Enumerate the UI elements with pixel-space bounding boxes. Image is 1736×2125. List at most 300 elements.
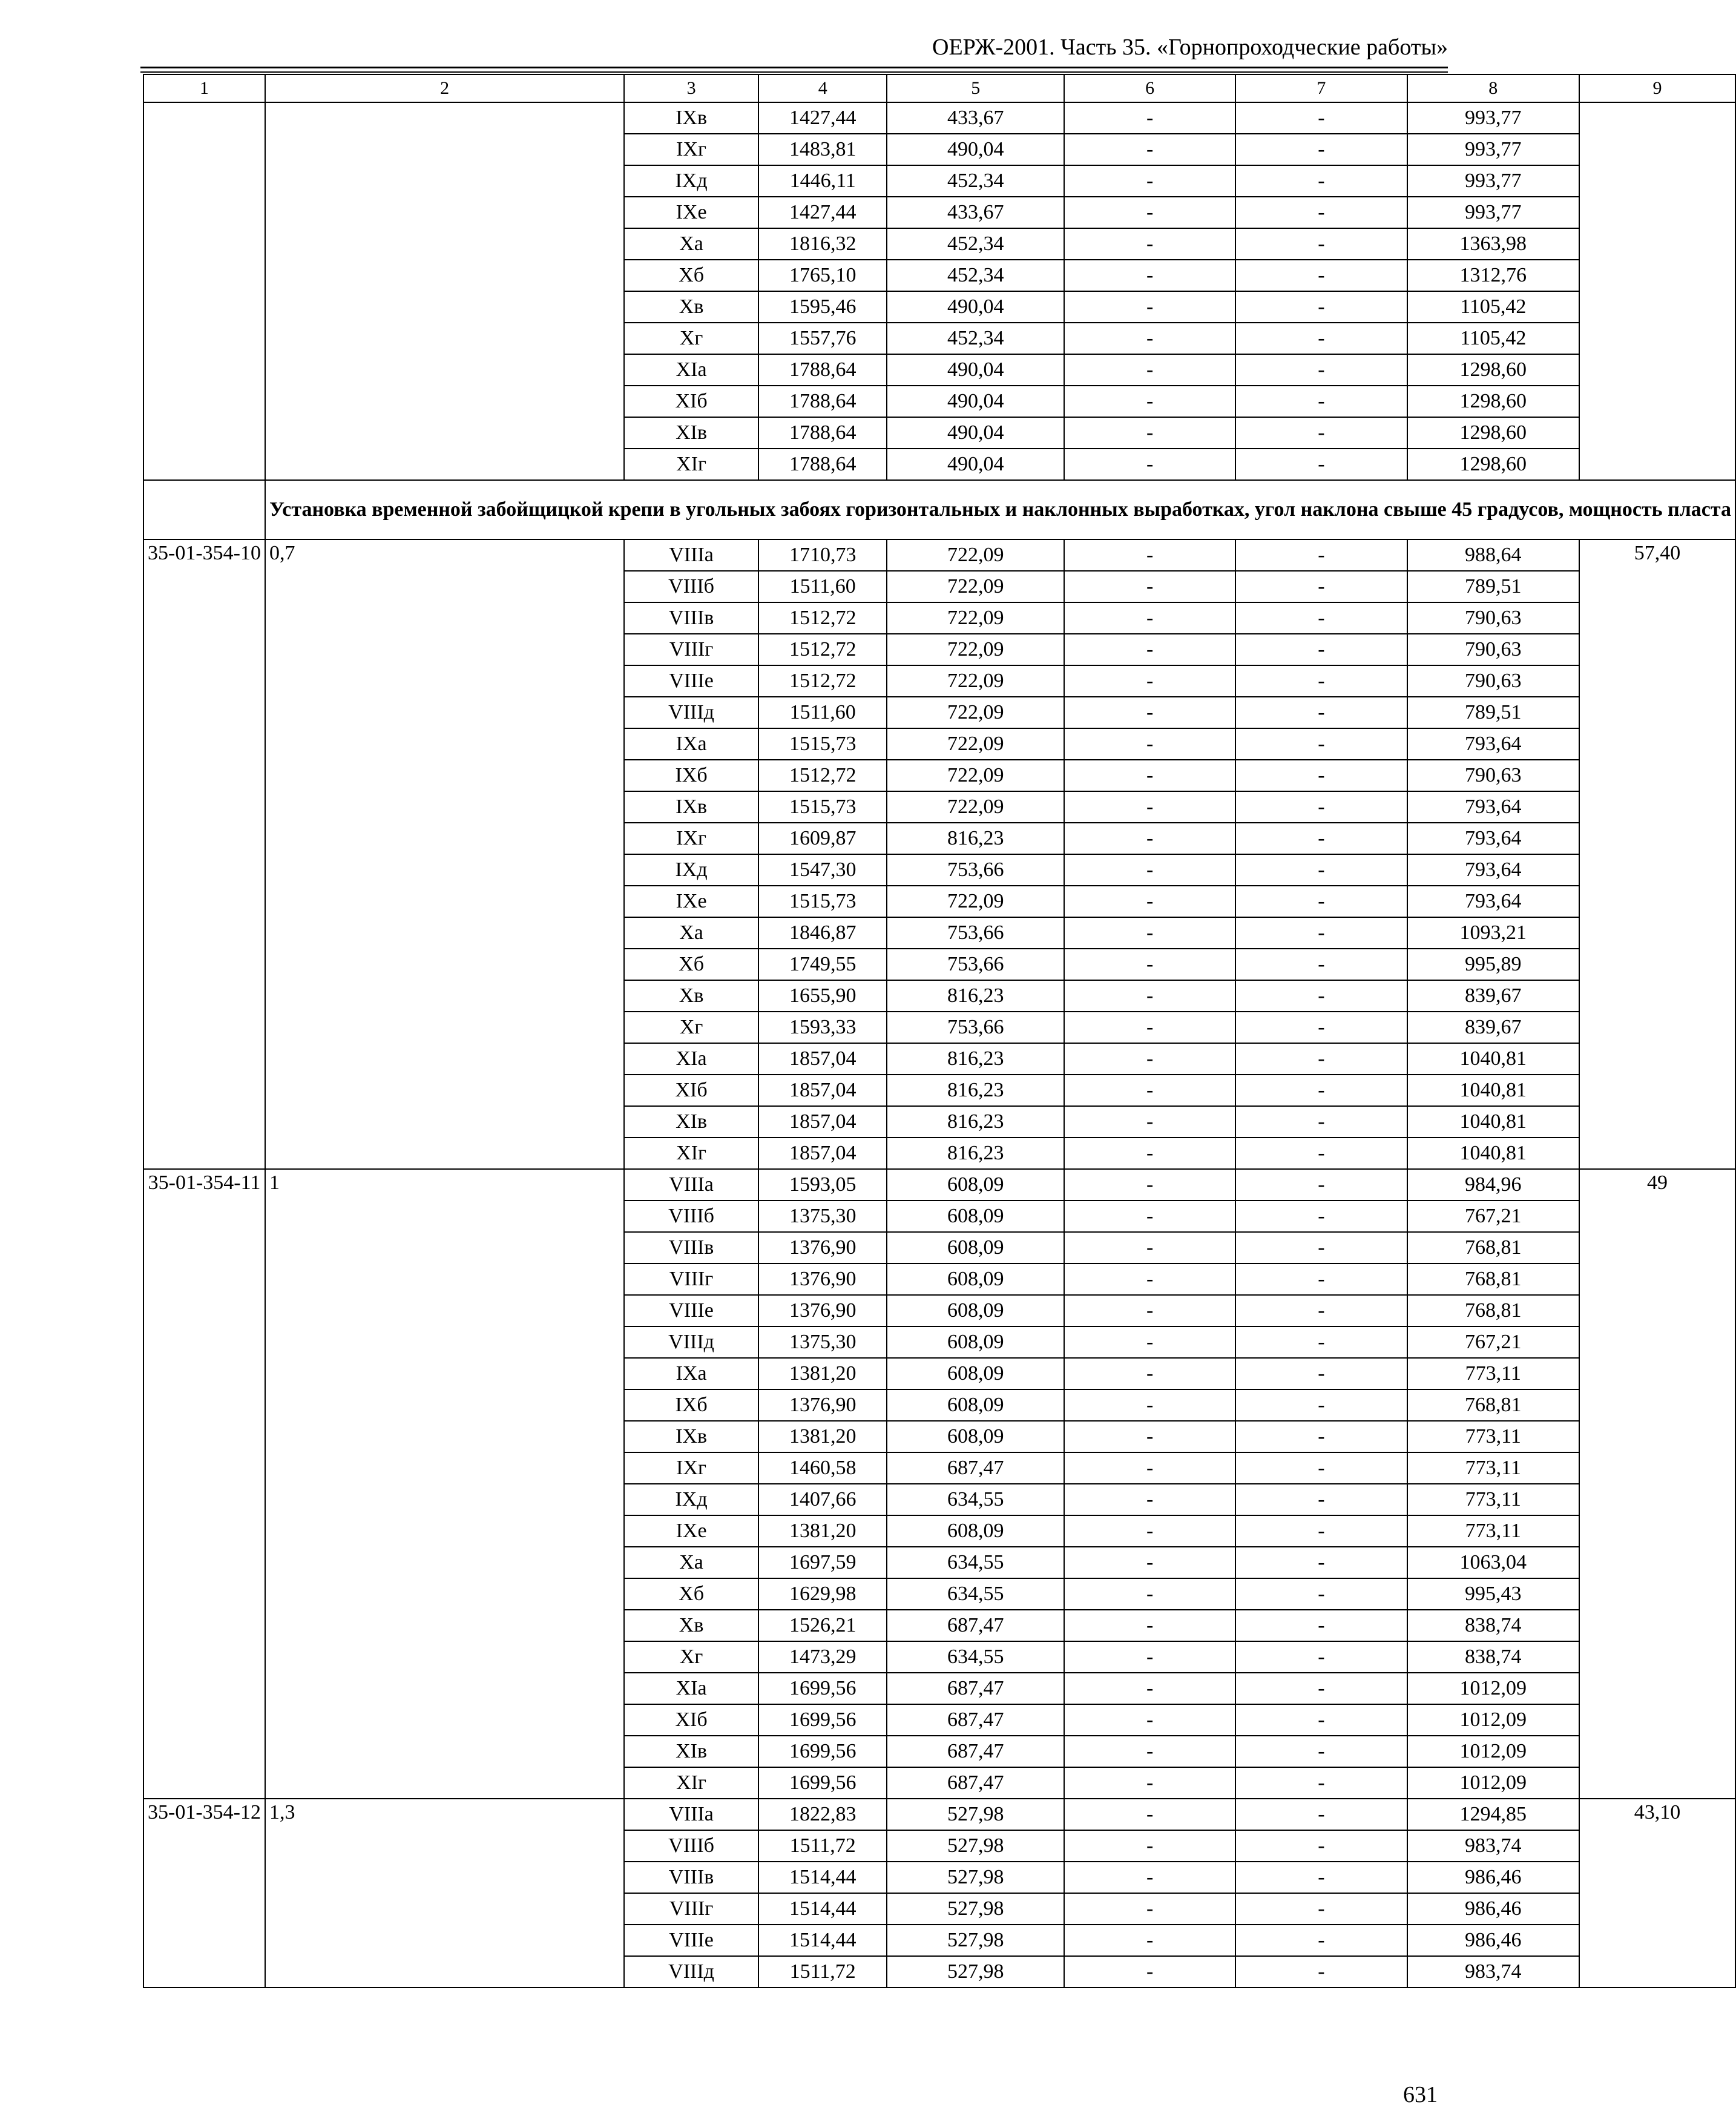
total-cost-cell: 1511,60 [758, 571, 887, 602]
driver-wage-cell: - [1235, 665, 1407, 697]
machine-cell: - [1064, 228, 1235, 260]
machine-cell: - [1064, 602, 1235, 634]
wage-cell: 527,98 [887, 1862, 1064, 1893]
page-number: 631 [1403, 2082, 1438, 2107]
material-cell: 1040,81 [1407, 1043, 1580, 1075]
machine-cell: - [1064, 886, 1235, 917]
wage-cell: 490,04 [887, 134, 1064, 165]
total-cost-cell: 1514,44 [758, 1893, 887, 1925]
material-cell: 1012,09 [1407, 1736, 1580, 1767]
material-cell: 1363,98 [1407, 228, 1580, 260]
driver-wage-cell: - [1235, 1925, 1407, 1956]
total-cost-cell: 1593,05 [758, 1169, 887, 1201]
machine-cell: - [1064, 1799, 1235, 1830]
labor-cost: 49 [1579, 1169, 1735, 1799]
class-cell: IXд [624, 165, 758, 197]
machine-cell: - [1064, 323, 1235, 354]
material-cell: 984,96 [1407, 1169, 1580, 1201]
total-cost-cell: 1514,44 [758, 1925, 887, 1956]
material-cell: 993,77 [1407, 134, 1580, 165]
total-cost-cell: 1699,56 [758, 1767, 887, 1799]
material-cell: 790,63 [1407, 760, 1580, 791]
class-cell: VIIIб [624, 571, 758, 602]
column-number: 7 [1235, 74, 1407, 102]
driver-wage-cell: - [1235, 823, 1407, 854]
wage-cell: 687,47 [887, 1736, 1064, 1767]
driver-wage-cell: - [1235, 854, 1407, 886]
machine-cell: - [1064, 917, 1235, 949]
total-cost-cell: 1816,32 [758, 228, 887, 260]
driver-wage-cell: - [1235, 1043, 1407, 1075]
total-cost-cell: 1446,11 [758, 165, 887, 197]
machine-cell: - [1064, 291, 1235, 323]
total-cost-cell: 1515,73 [758, 728, 887, 760]
class-cell: VIIIв [624, 602, 758, 634]
total-cost-cell: 1655,90 [758, 980, 887, 1012]
driver-wage-cell: - [1235, 1547, 1407, 1578]
material-cell: 767,21 [1407, 1201, 1580, 1232]
total-cost-cell: 1512,72 [758, 634, 887, 665]
machine-cell: - [1064, 980, 1235, 1012]
wage-cell: 687,47 [887, 1610, 1064, 1641]
class-cell: IXе [624, 1515, 758, 1547]
material-cell: 993,77 [1407, 165, 1580, 197]
class-cell: IXа [624, 1358, 758, 1389]
machine-cell: - [1064, 417, 1235, 449]
total-cost-cell: 1593,33 [758, 1012, 887, 1043]
machine-cell: - [1064, 539, 1235, 571]
material-cell: 838,74 [1407, 1641, 1580, 1673]
wage-cell: 722,09 [887, 760, 1064, 791]
material-cell: 983,74 [1407, 1956, 1580, 1988]
driver-wage-cell: - [1235, 1389, 1407, 1421]
total-cost-cell: 1609,87 [758, 823, 887, 854]
material-cell: 1298,60 [1407, 417, 1580, 449]
machine-cell: - [1064, 634, 1235, 665]
machine-cell: - [1064, 1012, 1235, 1043]
machine-cell: - [1064, 1484, 1235, 1515]
driver-wage-cell: - [1235, 1263, 1407, 1295]
price-table [143, 74, 1736, 1988]
machine-cell: - [1064, 197, 1235, 228]
column-number: 3 [624, 74, 758, 102]
material-cell: 1093,21 [1407, 917, 1580, 949]
wage-cell: 816,23 [887, 1138, 1064, 1169]
section-empty-cell [143, 480, 265, 539]
material-cell: 993,77 [1407, 197, 1580, 228]
material-cell: 773,11 [1407, 1358, 1580, 1389]
wage-cell: 608,09 [887, 1358, 1064, 1389]
machine-cell: - [1064, 697, 1235, 728]
seam-thickness: 1,3 [265, 1799, 624, 1988]
header-rule [140, 67, 1448, 68]
wage-cell: 722,09 [887, 728, 1064, 760]
total-cost-cell: 1699,56 [758, 1704, 887, 1736]
total-cost-cell: 1788,64 [758, 354, 887, 386]
wage-cell: 722,09 [887, 697, 1064, 728]
machine-cell: - [1064, 1736, 1235, 1767]
class-cell: VIIIв [624, 1232, 758, 1263]
driver-wage-cell: - [1235, 165, 1407, 197]
material-cell: 789,51 [1407, 571, 1580, 602]
column-number: 1 [143, 74, 265, 102]
material-cell: 839,67 [1407, 980, 1580, 1012]
material-cell: 1312,76 [1407, 260, 1580, 291]
material-cell: 1294,85 [1407, 1799, 1580, 1830]
driver-wage-cell: - [1235, 386, 1407, 417]
machine-cell: - [1064, 1610, 1235, 1641]
driver-wage-cell: - [1235, 602, 1407, 634]
machine-cell: - [1064, 1201, 1235, 1232]
machine-cell: - [1064, 571, 1235, 602]
class-cell: XIб [624, 1075, 758, 1106]
labor-cost: 57,40 [1579, 539, 1735, 1169]
wage-cell: 722,09 [887, 791, 1064, 823]
class-cell: XIа [624, 354, 758, 386]
material-cell: 993,77 [1407, 102, 1580, 134]
class-cell: IXб [624, 1389, 758, 1421]
class-cell: IXг [624, 134, 758, 165]
total-cost-cell: 1526,21 [758, 1610, 887, 1641]
total-cost-cell: 1376,90 [758, 1295, 887, 1326]
driver-wage-cell: - [1235, 291, 1407, 323]
machine-cell: - [1064, 1138, 1235, 1169]
material-cell: 1298,60 [1407, 354, 1580, 386]
class-cell: VIIIд [624, 1956, 758, 1988]
wage-cell: 722,09 [887, 665, 1064, 697]
machine-cell: - [1064, 1169, 1235, 1201]
material-cell: 793,64 [1407, 854, 1580, 886]
material-cell: 1012,09 [1407, 1673, 1580, 1704]
class-cell: XIв [624, 417, 758, 449]
code-cell-empty [143, 102, 265, 480]
driver-wage-cell: - [1235, 102, 1407, 134]
material-cell: 790,63 [1407, 665, 1580, 697]
wage-cell: 753,66 [887, 949, 1064, 980]
wage-cell: 608,09 [887, 1295, 1064, 1326]
machine-cell: - [1064, 1673, 1235, 1704]
machine-cell: - [1064, 1830, 1235, 1862]
wage-cell: 433,67 [887, 102, 1064, 134]
machine-cell: - [1064, 1326, 1235, 1358]
total-cost-cell: 1788,64 [758, 449, 887, 480]
driver-wage-cell: - [1235, 1515, 1407, 1547]
class-cell: XIв [624, 1106, 758, 1138]
column-number: 8 [1407, 74, 1580, 102]
machine-cell: - [1064, 854, 1235, 886]
driver-wage-cell: - [1235, 1421, 1407, 1452]
total-cost-cell: 1427,44 [758, 102, 887, 134]
class-cell: IXа [624, 728, 758, 760]
total-cost-cell: 1595,46 [758, 291, 887, 323]
machine-cell: - [1064, 1389, 1235, 1421]
class-cell: IXг [624, 823, 758, 854]
total-cost-cell: 1629,98 [758, 1578, 887, 1610]
class-cell: IXд [624, 1484, 758, 1515]
wage-cell: 608,09 [887, 1326, 1064, 1358]
material-cell: 793,64 [1407, 886, 1580, 917]
wage-cell: 634,55 [887, 1641, 1064, 1673]
class-cell: XIг [624, 1767, 758, 1799]
material-cell: 773,11 [1407, 1452, 1580, 1484]
total-cost-cell: 1512,72 [758, 760, 887, 791]
material-cell: 1105,42 [1407, 291, 1580, 323]
total-cost-cell: 1381,20 [758, 1358, 887, 1389]
machine-cell: - [1064, 1232, 1235, 1263]
material-cell: 986,46 [1407, 1893, 1580, 1925]
driver-wage-cell: - [1235, 1452, 1407, 1484]
class-cell: Xв [624, 980, 758, 1012]
machine-cell: - [1064, 1263, 1235, 1295]
table-row [143, 1169, 1735, 1201]
material-cell: 988,64 [1407, 539, 1580, 571]
seam-thickness: 0,7 [265, 539, 624, 1169]
machine-cell: - [1064, 102, 1235, 134]
column-number: 5 [887, 74, 1064, 102]
class-cell: Xг [624, 1012, 758, 1043]
labor-cost: 43,10 [1579, 1799, 1735, 1988]
total-cost-cell: 1473,29 [758, 1641, 887, 1673]
driver-wage-cell: - [1235, 791, 1407, 823]
machine-cell: - [1064, 1358, 1235, 1389]
driver-wage-cell: - [1235, 1232, 1407, 1263]
total-cost-cell: 1788,64 [758, 417, 887, 449]
machine-cell: - [1064, 1925, 1235, 1956]
wage-cell: 527,98 [887, 1799, 1064, 1830]
class-cell: IXе [624, 197, 758, 228]
driver-wage-cell: - [1235, 1956, 1407, 1988]
total-cost-cell: 1710,73 [758, 539, 887, 571]
driver-wage-cell: - [1235, 760, 1407, 791]
wage-cell: 753,66 [887, 917, 1064, 949]
class-cell: VIIIе [624, 665, 758, 697]
total-cost-cell: 1765,10 [758, 260, 887, 291]
wage-cell: 687,47 [887, 1673, 1064, 1704]
material-cell: 1063,04 [1407, 1547, 1580, 1578]
driver-wage-cell: - [1235, 949, 1407, 980]
driver-wage-cell: - [1235, 1484, 1407, 1515]
material-cell: 1298,60 [1407, 386, 1580, 417]
driver-wage-cell: - [1235, 539, 1407, 571]
total-cost-cell: 1515,73 [758, 791, 887, 823]
total-cost-cell: 1788,64 [758, 386, 887, 417]
material-cell: 790,63 [1407, 634, 1580, 665]
total-cost-cell: 1376,90 [758, 1263, 887, 1295]
total-cost-cell: 1547,30 [758, 854, 887, 886]
material-cell: 839,67 [1407, 1012, 1580, 1043]
table-row [143, 102, 1735, 134]
material-cell: 986,46 [1407, 1925, 1580, 1956]
wage-cell: 527,98 [887, 1893, 1064, 1925]
machine-cell: - [1064, 1075, 1235, 1106]
class-cell: VIIIг [624, 1263, 758, 1295]
driver-wage-cell: - [1235, 728, 1407, 760]
wage-cell: 722,09 [887, 571, 1064, 602]
class-cell: XIг [624, 449, 758, 480]
wage-cell: 722,09 [887, 634, 1064, 665]
machine-cell: - [1064, 760, 1235, 791]
class-cell: IXв [624, 1421, 758, 1452]
material-cell: 995,89 [1407, 949, 1580, 980]
column-number: 4 [758, 74, 887, 102]
class-cell: IXе [624, 886, 758, 917]
driver-wage-cell: - [1235, 1610, 1407, 1641]
material-cell: 793,64 [1407, 823, 1580, 854]
total-cost-cell: 1460,58 [758, 1452, 887, 1484]
driver-wage-cell: - [1235, 634, 1407, 665]
class-cell: VIIIе [624, 1295, 758, 1326]
machine-cell: - [1064, 134, 1235, 165]
driver-wage-cell: - [1235, 1201, 1407, 1232]
machine-cell: - [1064, 1295, 1235, 1326]
table-row [143, 1799, 1735, 1830]
total-cost-cell: 1557,76 [758, 323, 887, 354]
wage-cell: 608,09 [887, 1263, 1064, 1295]
machine-cell: - [1064, 1578, 1235, 1610]
class-cell: Xг [624, 1641, 758, 1673]
machine-cell: - [1064, 823, 1235, 854]
driver-wage-cell: - [1235, 1736, 1407, 1767]
class-cell: IXв [624, 791, 758, 823]
wage-cell: 608,09 [887, 1515, 1064, 1547]
column-number: 2 [265, 74, 624, 102]
total-cost-cell: 1427,44 [758, 197, 887, 228]
material-cell: 1012,09 [1407, 1767, 1580, 1799]
total-cost-cell: 1376,90 [758, 1232, 887, 1263]
material-cell: 986,46 [1407, 1862, 1580, 1893]
total-cost-cell: 1375,30 [758, 1326, 887, 1358]
machine-cell: - [1064, 1641, 1235, 1673]
driver-wage-cell: - [1235, 1138, 1407, 1169]
material-cell: 793,64 [1407, 728, 1580, 760]
machine-cell: - [1064, 260, 1235, 291]
material-cell: 1040,81 [1407, 1106, 1580, 1138]
class-cell: VIIIд [624, 697, 758, 728]
machine-cell: - [1064, 1862, 1235, 1893]
class-cell: IXб [624, 760, 758, 791]
wage-cell: 527,98 [887, 1956, 1064, 1988]
wage-cell: 527,98 [887, 1830, 1064, 1862]
wage-cell: 816,23 [887, 823, 1064, 854]
material-cell: 838,74 [1407, 1610, 1580, 1641]
class-cell: IXд [624, 854, 758, 886]
total-cost-cell: 1511,60 [758, 697, 887, 728]
driver-wage-cell: - [1235, 1012, 1407, 1043]
wage-cell: 452,34 [887, 260, 1064, 291]
machine-cell: - [1064, 949, 1235, 980]
wage-cell: 608,09 [887, 1169, 1064, 1201]
wage-cell: 490,04 [887, 417, 1064, 449]
material-cell: 983,74 [1407, 1830, 1580, 1862]
driver-wage-cell: - [1235, 449, 1407, 480]
total-cost-cell: 1375,30 [758, 1201, 887, 1232]
class-cell: XIа [624, 1673, 758, 1704]
norm-code: 35-01-354-10 [143, 539, 265, 1169]
wage-cell: 608,09 [887, 1201, 1064, 1232]
machine-cell: - [1064, 1956, 1235, 1988]
wage-cell: 753,66 [887, 1012, 1064, 1043]
machine-cell: - [1064, 165, 1235, 197]
wage-cell: 527,98 [887, 1925, 1064, 1956]
driver-wage-cell: - [1235, 417, 1407, 449]
total-cost-cell: 1699,56 [758, 1736, 887, 1767]
driver-wage-cell: - [1235, 197, 1407, 228]
material-cell: 768,81 [1407, 1295, 1580, 1326]
machine-cell: - [1064, 791, 1235, 823]
material-cell: 1040,81 [1407, 1075, 1580, 1106]
norm-code: 35-01-354-11 [143, 1169, 265, 1799]
material-cell: 773,11 [1407, 1515, 1580, 1547]
total-cost-cell: 1512,72 [758, 665, 887, 697]
header-rule-thin [140, 71, 1448, 73]
total-cost-cell: 1857,04 [758, 1043, 887, 1075]
total-cost-cell: 1407,66 [758, 1484, 887, 1515]
machine-cell: - [1064, 449, 1235, 480]
machine-cell: - [1064, 1515, 1235, 1547]
table-row [143, 539, 1735, 571]
class-cell: VIIIд [624, 1326, 758, 1358]
norm-code: 35-01-354-12 [143, 1799, 265, 1988]
wage-cell: 687,47 [887, 1704, 1064, 1736]
wage-cell: 490,04 [887, 449, 1064, 480]
class-cell: VIIIг [624, 1893, 758, 1925]
material-cell: 773,11 [1407, 1484, 1580, 1515]
class-cell: Xа [624, 1547, 758, 1578]
driver-wage-cell: - [1235, 1169, 1407, 1201]
wage-cell: 433,67 [887, 197, 1064, 228]
class-cell: Xб [624, 1578, 758, 1610]
machine-cell: - [1064, 665, 1235, 697]
material-cell: 1298,60 [1407, 449, 1580, 480]
wage-cell: 687,47 [887, 1767, 1064, 1799]
column-number-row [143, 74, 1735, 102]
class-cell: VIIIв [624, 1862, 758, 1893]
total-cost-cell: 1515,73 [758, 886, 887, 917]
total-cost-cell: 1749,55 [758, 949, 887, 980]
class-cell: XIв [624, 1736, 758, 1767]
total-cost-cell: 1483,81 [758, 134, 887, 165]
wage-cell: 634,55 [887, 1547, 1064, 1578]
driver-wage-cell: - [1235, 260, 1407, 291]
class-cell: VIIIа [624, 1169, 758, 1201]
total-cost-cell: 1511,72 [758, 1830, 887, 1862]
wage-cell: 816,23 [887, 980, 1064, 1012]
class-cell: Xв [624, 291, 758, 323]
driver-wage-cell: - [1235, 1641, 1407, 1673]
driver-wage-cell: - [1235, 1799, 1407, 1830]
driver-wage-cell: - [1235, 1106, 1407, 1138]
wage-cell: 608,09 [887, 1232, 1064, 1263]
driver-wage-cell: - [1235, 1862, 1407, 1893]
class-cell: Xб [624, 260, 758, 291]
class-cell: VIIIа [624, 1799, 758, 1830]
driver-wage-cell: - [1235, 1295, 1407, 1326]
seam-thickness: 1 [265, 1169, 624, 1799]
total-cost-cell: 1822,83 [758, 1799, 887, 1830]
driver-wage-cell: - [1235, 917, 1407, 949]
wage-cell: 753,66 [887, 854, 1064, 886]
driver-wage-cell: - [1235, 1326, 1407, 1358]
total-cost-cell: 1514,44 [758, 1862, 887, 1893]
class-cell: XIб [624, 1704, 758, 1736]
material-cell: 793,64 [1407, 791, 1580, 823]
wage-cell: 687,47 [887, 1452, 1064, 1484]
material-cell: 768,81 [1407, 1232, 1580, 1263]
machine-cell: - [1064, 1421, 1235, 1452]
machine-cell: - [1064, 1767, 1235, 1799]
material-cell: 789,51 [1407, 697, 1580, 728]
machine-cell: - [1064, 1893, 1235, 1925]
